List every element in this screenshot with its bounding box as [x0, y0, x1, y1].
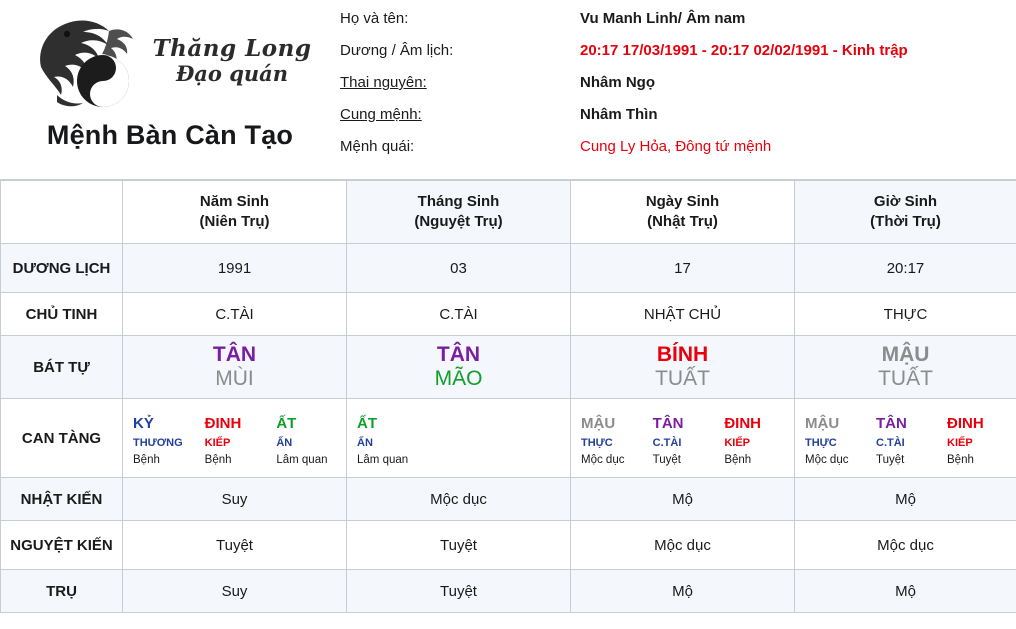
brand-line-1: Thăng Long — [152, 34, 312, 62]
can-tang-state: Bệnh — [133, 453, 160, 466]
cell-nguyet-kien-ngay: Mộc dục — [571, 521, 795, 570]
info-value-cung-menh: Nhâm Thìn — [580, 106, 658, 123]
table-row — [1, 293, 1016, 336]
can-tang-item — [579, 413, 651, 468]
can-tang-state: Tuyệt — [876, 453, 905, 466]
cell-tru-ngay: Mộ — [571, 570, 795, 613]
can-tang-can: MẬU — [805, 415, 840, 433]
bat-tu-chi: TUẤT — [655, 367, 710, 390]
row-label-can-tang: CAN TÀNG — [1, 399, 123, 478]
info-value-calendar: 20:17 17/03/1991 - 20:17 02/02/1991 - Kinh trập — [580, 42, 908, 59]
row-label-nhat-kien: NHẬT KIẾN — [1, 478, 123, 521]
table-row — [1, 244, 1016, 293]
cell-bat-tu-thang — [347, 336, 571, 399]
cell-nhat-kien-nam: Suy — [123, 478, 347, 521]
can-tang-state: Bệnh — [724, 453, 752, 466]
bat-tu-chi: MÃO — [434, 367, 483, 390]
can-tang-can: TÂN — [652, 415, 684, 433]
info-label-menh-quai: Mệnh quái: — [340, 138, 415, 155]
bat-tu-chi: MÙI — [215, 367, 254, 390]
can-tang-star: THỰC — [805, 436, 837, 449]
bat-tu-chi: TUẤT — [878, 367, 933, 390]
cell-bat-tu-nam — [123, 336, 347, 399]
cell-tru-nam: Suy — [123, 570, 347, 613]
can-tang-state: Mộc dục — [581, 453, 625, 466]
row-label-duong-lich: DƯƠNG LỊCH — [1, 244, 123, 293]
info-row-name — [340, 10, 1016, 42]
column-title: Năm Sinh — [199, 192, 270, 210]
brand-line-2: Đạo quán — [175, 61, 289, 87]
row-label-nguyet-kien: NGUYỆT KIẾN — [1, 521, 123, 570]
can-tang-state: Lâm quan — [276, 453, 328, 466]
cell-nhat-kien-gio: Mộ — [795, 478, 1016, 521]
can-tang-can: ẤT — [357, 415, 377, 433]
can-tang-group — [571, 407, 794, 468]
can-tang-star: C.TÀI — [652, 436, 682, 449]
can-tang-can: ẤT — [276, 415, 297, 433]
column-title: Ngày Sinh — [645, 192, 720, 210]
column-subtitle: (Nguyệt Trụ) — [414, 213, 503, 230]
can-tang-state: Lâm quan — [357, 453, 409, 466]
can-tang-star: THƯƠNG — [133, 436, 183, 449]
can-tang-can: KỶ — [133, 415, 154, 433]
info-label-calendar: Dương / Âm lịch: — [340, 42, 454, 59]
can-tang-item — [355, 413, 429, 468]
column-header-gio-sinh — [795, 181, 1016, 244]
document-header — [0, 0, 1016, 180]
column-header-thang-sinh — [347, 181, 571, 244]
can-tang-star: KIẾP — [724, 436, 751, 449]
row-label-tru: TRỤ — [1, 570, 123, 613]
cell-nhat-kien-ngay: Mộ — [571, 478, 795, 521]
can-tang-can: ĐINH — [724, 415, 762, 433]
can-tang-state: Bệnh — [204, 453, 232, 466]
can-tang-star: ẤN — [276, 436, 293, 449]
row-label-bat-tu: BÁT TỰ — [1, 336, 123, 399]
cell-can-tang-nam — [123, 399, 347, 478]
can-tang-group — [123, 407, 346, 468]
can-tang-can: ĐINH — [947, 415, 984, 433]
info-value-thai-nguyen: Nhâm Ngọ — [580, 74, 655, 91]
info-row-menh-quai — [340, 138, 1016, 170]
can-tang-star: KIẾP — [204, 436, 231, 449]
cell-duong-lich-nam: 1991 — [123, 244, 347, 293]
column-subtitle: (Niên Trụ) — [199, 213, 270, 230]
can-tang-state: Tuyệt — [652, 453, 682, 466]
can-tang-item — [274, 413, 346, 468]
cell-nhat-kien-thang: Mộc dục — [347, 478, 571, 521]
cell-can-tang-ngay — [571, 399, 795, 478]
cell-nguyet-kien-nam: Tuyệt — [123, 521, 347, 570]
table-header-row — [1, 181, 1016, 244]
logo-row — [29, 6, 312, 116]
info-value-name: Vu Manh Linh/ Âm nam — [580, 10, 746, 27]
column-header-ngay-sinh — [571, 181, 795, 244]
cell-chu-tinh-thang: C.TÀI — [347, 293, 571, 336]
info-label-cung-menh: Cung mệnh: — [340, 106, 422, 123]
cell-chu-tinh-ngay: NHẬT CHỦ — [571, 293, 795, 336]
column-subtitle: (Nhật Trụ) — [647, 213, 718, 230]
cell-duong-lich-thang: 03 — [347, 244, 571, 293]
cell-nguyet-kien-thang: Tuyệt — [347, 521, 571, 570]
column-title: Tháng Sinh — [417, 192, 500, 210]
bat-tu-can: BÍNH — [656, 342, 709, 366]
table-row — [1, 521, 1016, 570]
column-title: Giờ Sinh — [873, 192, 938, 210]
cell-tru-thang: Tuyệt — [347, 570, 571, 613]
cell-duong-lich-ngay: 17 — [571, 244, 795, 293]
can-tang-item — [945, 413, 1016, 468]
cell-duong-lich-gio: 20:17 — [795, 244, 1016, 293]
can-tang-item — [131, 413, 203, 468]
can-tang-star: KIẾP — [947, 436, 973, 449]
cell-can-tang-gio — [795, 399, 1016, 478]
table-row — [1, 478, 1016, 521]
can-tang-item — [651, 413, 723, 468]
bat-tu-can: TÂN — [212, 342, 257, 366]
column-header-nam-sinh — [123, 181, 347, 244]
brand-text — [153, 36, 312, 86]
can-tang-state: Bệnh — [947, 453, 974, 466]
table-row — [1, 399, 1016, 478]
can-tang-item — [874, 413, 945, 468]
can-tang-star: ẤN — [357, 436, 373, 449]
info-label-name: Họ và tên: — [340, 10, 409, 27]
can-tang-can: TÂN — [876, 415, 907, 433]
can-tang-item — [203, 413, 275, 468]
logo-block — [0, 0, 330, 151]
info-label-thai-nguyen: Thai nguyên: — [340, 74, 427, 91]
cell-chu-tinh-nam: C.TÀI — [123, 293, 347, 336]
can-tang-state: Mộc dục — [805, 453, 849, 466]
cell-can-tang-thang — [347, 399, 571, 478]
info-value-menh-quai: Cung Ly Hỏa, Đông tứ mệnh — [580, 138, 772, 155]
info-row-thai-nguyen — [340, 74, 1016, 106]
cell-chu-tinh-gio: THỰC — [795, 293, 1016, 336]
page-title: Mệnh Bàn Càn Tạo — [46, 120, 294, 150]
table-corner-cell — [1, 181, 123, 244]
person-info-block — [330, 0, 1016, 170]
can-tang-star: THỰC — [581, 436, 613, 449]
column-subtitle: (Thời Trụ) — [870, 213, 941, 230]
dragon-yin-yang-icon — [29, 9, 149, 114]
bazi-table — [0, 180, 1016, 613]
info-row-cung-menh — [340, 106, 1016, 138]
can-tang-can: MẬU — [581, 415, 616, 433]
info-row-calendar — [340, 42, 1016, 74]
table-row — [1, 336, 1016, 399]
can-tang-star: C.TÀI — [876, 436, 905, 449]
can-tang-item — [803, 413, 874, 468]
can-tang-group — [347, 407, 570, 468]
cell-nguyet-kien-gio: Mộc dục — [795, 521, 1016, 570]
row-label-chu-tinh: CHỦ TINH — [1, 293, 123, 336]
cell-bat-tu-ngay — [571, 336, 795, 399]
can-tang-group — [795, 407, 1016, 468]
can-tang-can: ĐINH — [204, 415, 242, 433]
table-row — [1, 570, 1016, 613]
cell-tru-gio: Mộ — [795, 570, 1016, 613]
can-tang-item — [722, 413, 794, 468]
cell-bat-tu-gio — [795, 336, 1016, 399]
bat-tu-can: MẬU — [881, 342, 930, 366]
bat-tu-can: TÂN — [436, 342, 481, 366]
